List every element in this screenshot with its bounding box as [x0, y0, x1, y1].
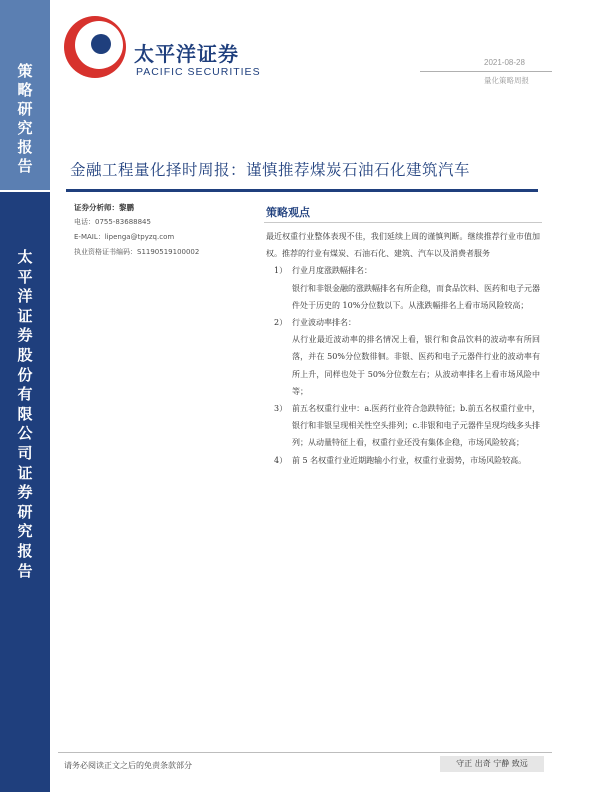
- brand-name-cn: 太平洋证券: [134, 42, 239, 66]
- sidebar-char: 股: [17, 345, 33, 364]
- sidebar-char: 证: [17, 306, 33, 325]
- list-item: [266, 452, 540, 469]
- footer-motto: 守正 出奇 宁静 致远: [440, 756, 544, 772]
- sidebar-char: 究: [17, 522, 33, 541]
- list-item: [266, 314, 540, 331]
- sidebar-char: 限: [17, 404, 33, 423]
- footer-divider: [58, 752, 552, 753]
- sidebar-char: 份: [17, 365, 33, 384]
- list-item-detail: 银行和非银金融的涨跌幅排名有所企稳，而食品饮料、医药和电子元器件处于历史的 10%分位数以下。从涨跌幅排名上看市场风险较高；: [292, 283, 540, 310]
- header-divider: [420, 71, 552, 72]
- sidebar-char: 公: [17, 424, 33, 443]
- sidebar-bottom-band: [0, 192, 50, 792]
- footer-disclaimer: 请务必阅读正文之后的免责条款部分: [64, 761, 192, 770]
- sidebar-char: 券: [17, 483, 33, 502]
- sidebar-label-strategy-report: [0, 62, 50, 176]
- list-item: [266, 400, 540, 452]
- list-item-heading: 行业月度涨跌幅排名：: [292, 266, 372, 276]
- analyst-phone: 电话：0755-83688845: [74, 218, 151, 226]
- list-item-detail: 从行业最近波动率的排名情况上看，银行和食品饮料的波动率有所回落，并在 50%分位数徘徊。非银、医药和电子元器件行业的波动率有所上升，同样也处于 50%分位数左右；从波动率排名上看市场风险中等；: [292, 335, 540, 396]
- sidebar-char: 研: [17, 100, 33, 118]
- sidebar-char: 告: [17, 561, 33, 580]
- strategy-intro: 最近权重行业整体表现不佳，我们延续上周的谨慎判断。继续推荐行业市值加权。推荐的行业有煤炭、石油石化、建筑、汽车以及消费者服务: [266, 232, 540, 259]
- analyst-name: 证券分析师：黎鹏: [74, 203, 134, 212]
- list-item-number: 3）: [274, 404, 288, 414]
- analyst-info: [74, 200, 199, 260]
- pacific-securities-logo: [62, 14, 128, 80]
- section-title: 策略观点: [266, 206, 310, 219]
- brand-name-en: PACIFIC SECURITIES: [136, 66, 261, 78]
- sidebar-char: 策: [17, 62, 33, 80]
- sidebar-char: 报: [17, 138, 33, 156]
- list-item-number: 4）: [274, 455, 288, 465]
- sidebar-top-band: [0, 0, 50, 190]
- list-item-heading: 前 5 名权重行业近期跑输小行业，权重行业弱势，市场风险较高。: [292, 455, 527, 465]
- list-item-number: 1）: [274, 266, 288, 276]
- sidebar-label-company-report: [0, 248, 50, 581]
- list-item-number: 2）: [274, 318, 288, 328]
- list-item: [266, 262, 540, 279]
- list-item-heading: 前五名权重行业中：a.医药行业符合急跌特征；b.前五名权重行业中，银行和非银呈现相关性空头排列；c.非银和电子元器件呈现均线多头排列；从动量特征上看，权重行业还没有集体企稳，市场风险较高；: [292, 404, 540, 448]
- sidebar-char: 券: [17, 326, 33, 345]
- title-divider: [66, 189, 538, 192]
- report-type: 量化策略周报: [484, 76, 529, 85]
- section-divider: [264, 222, 542, 223]
- sidebar-char: 司: [17, 443, 33, 462]
- page-title: 金融工程量化择时周报：谨慎推荐煤炭石油石化建筑汽车: [70, 161, 471, 179]
- sidebar-char: 有: [17, 385, 33, 404]
- sidebar: [0, 0, 50, 792]
- list-item-heading: 行业波动率排名：: [292, 318, 356, 328]
- sidebar-char: 究: [17, 119, 33, 137]
- strategy-body: [266, 228, 540, 469]
- analyst-email[interactable]: E-MAIL：lipenga@tpyzq.com: [74, 233, 175, 241]
- sidebar-char: 告: [17, 157, 33, 175]
- sidebar-char: 略: [17, 81, 33, 99]
- sidebar-char: 太: [17, 248, 33, 266]
- sidebar-char: 洋: [17, 287, 33, 306]
- report-date: 2021-08-28: [484, 58, 525, 67]
- sidebar-char: 平: [17, 267, 33, 286]
- sidebar-char: 研: [17, 502, 33, 521]
- analyst-license: 执业资格证书编码：S1190519100002: [74, 248, 200, 256]
- sidebar-char: 证: [17, 463, 33, 482]
- sidebar-char: 报: [17, 541, 33, 560]
